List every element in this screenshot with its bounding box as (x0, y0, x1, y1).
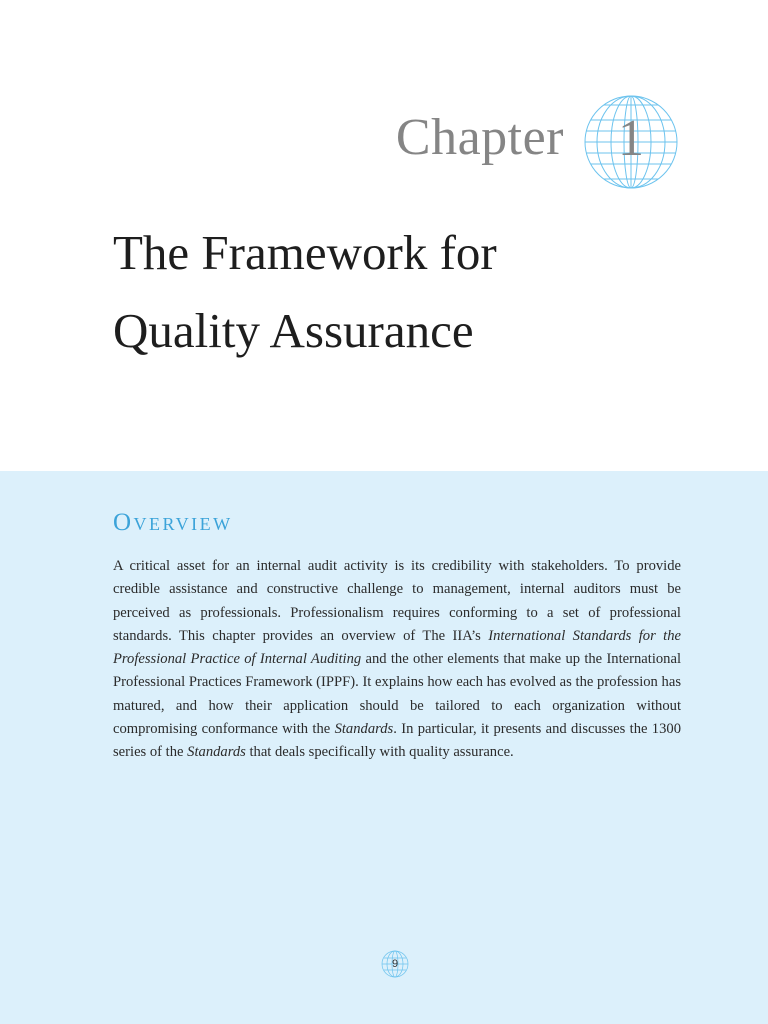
overview-text-2: and the other elements that make up the International Professional Practices Framework (IPPF). It explains how each has evolved as the profession has matured, and how their application should be tailored to each organization without compromising conformance with the (113, 651, 682, 738)
standards-reference-1: Standards (334, 721, 394, 738)
overview-text-4: that deals specifically with quality assurance. (245, 744, 514, 761)
page-number-badge (381, 950, 409, 978)
chapter-number: 1 (618, 110, 644, 167)
overview-section (0, 471, 768, 1024)
overview-paragraph (113, 555, 681, 765)
ippf-standards-title: International Standards for the Professional Practice of Internal Auditing (113, 627, 681, 668)
chapter-title (113, 214, 673, 370)
overview-heading: Overview (113, 509, 233, 536)
chapter-title-line-2: Quality Assurance (113, 303, 474, 358)
standards-reference-2: Standards (187, 744, 246, 761)
overview-text-1: A critical asset for an internal audit activity is its credibility with stakeholders. To provide credible assistance and constructive challenge to management, internal auditors must be perceived as professionals. Professionalism requires conforming to a set of professional standards. This chapter provides an overview of The IIA’s (113, 558, 681, 644)
overview-text-3: . In particular, it presents and discusses the 1300 series of the (113, 721, 681, 761)
chapter-number-badge (582, 93, 680, 191)
chapter-title-line-1: The Framework for (113, 225, 497, 280)
chapter-label (396, 92, 680, 192)
page-number: 9 (391, 958, 399, 970)
chapter-header (0, 0, 768, 471)
chapter-word: Chapter (395, 109, 564, 166)
